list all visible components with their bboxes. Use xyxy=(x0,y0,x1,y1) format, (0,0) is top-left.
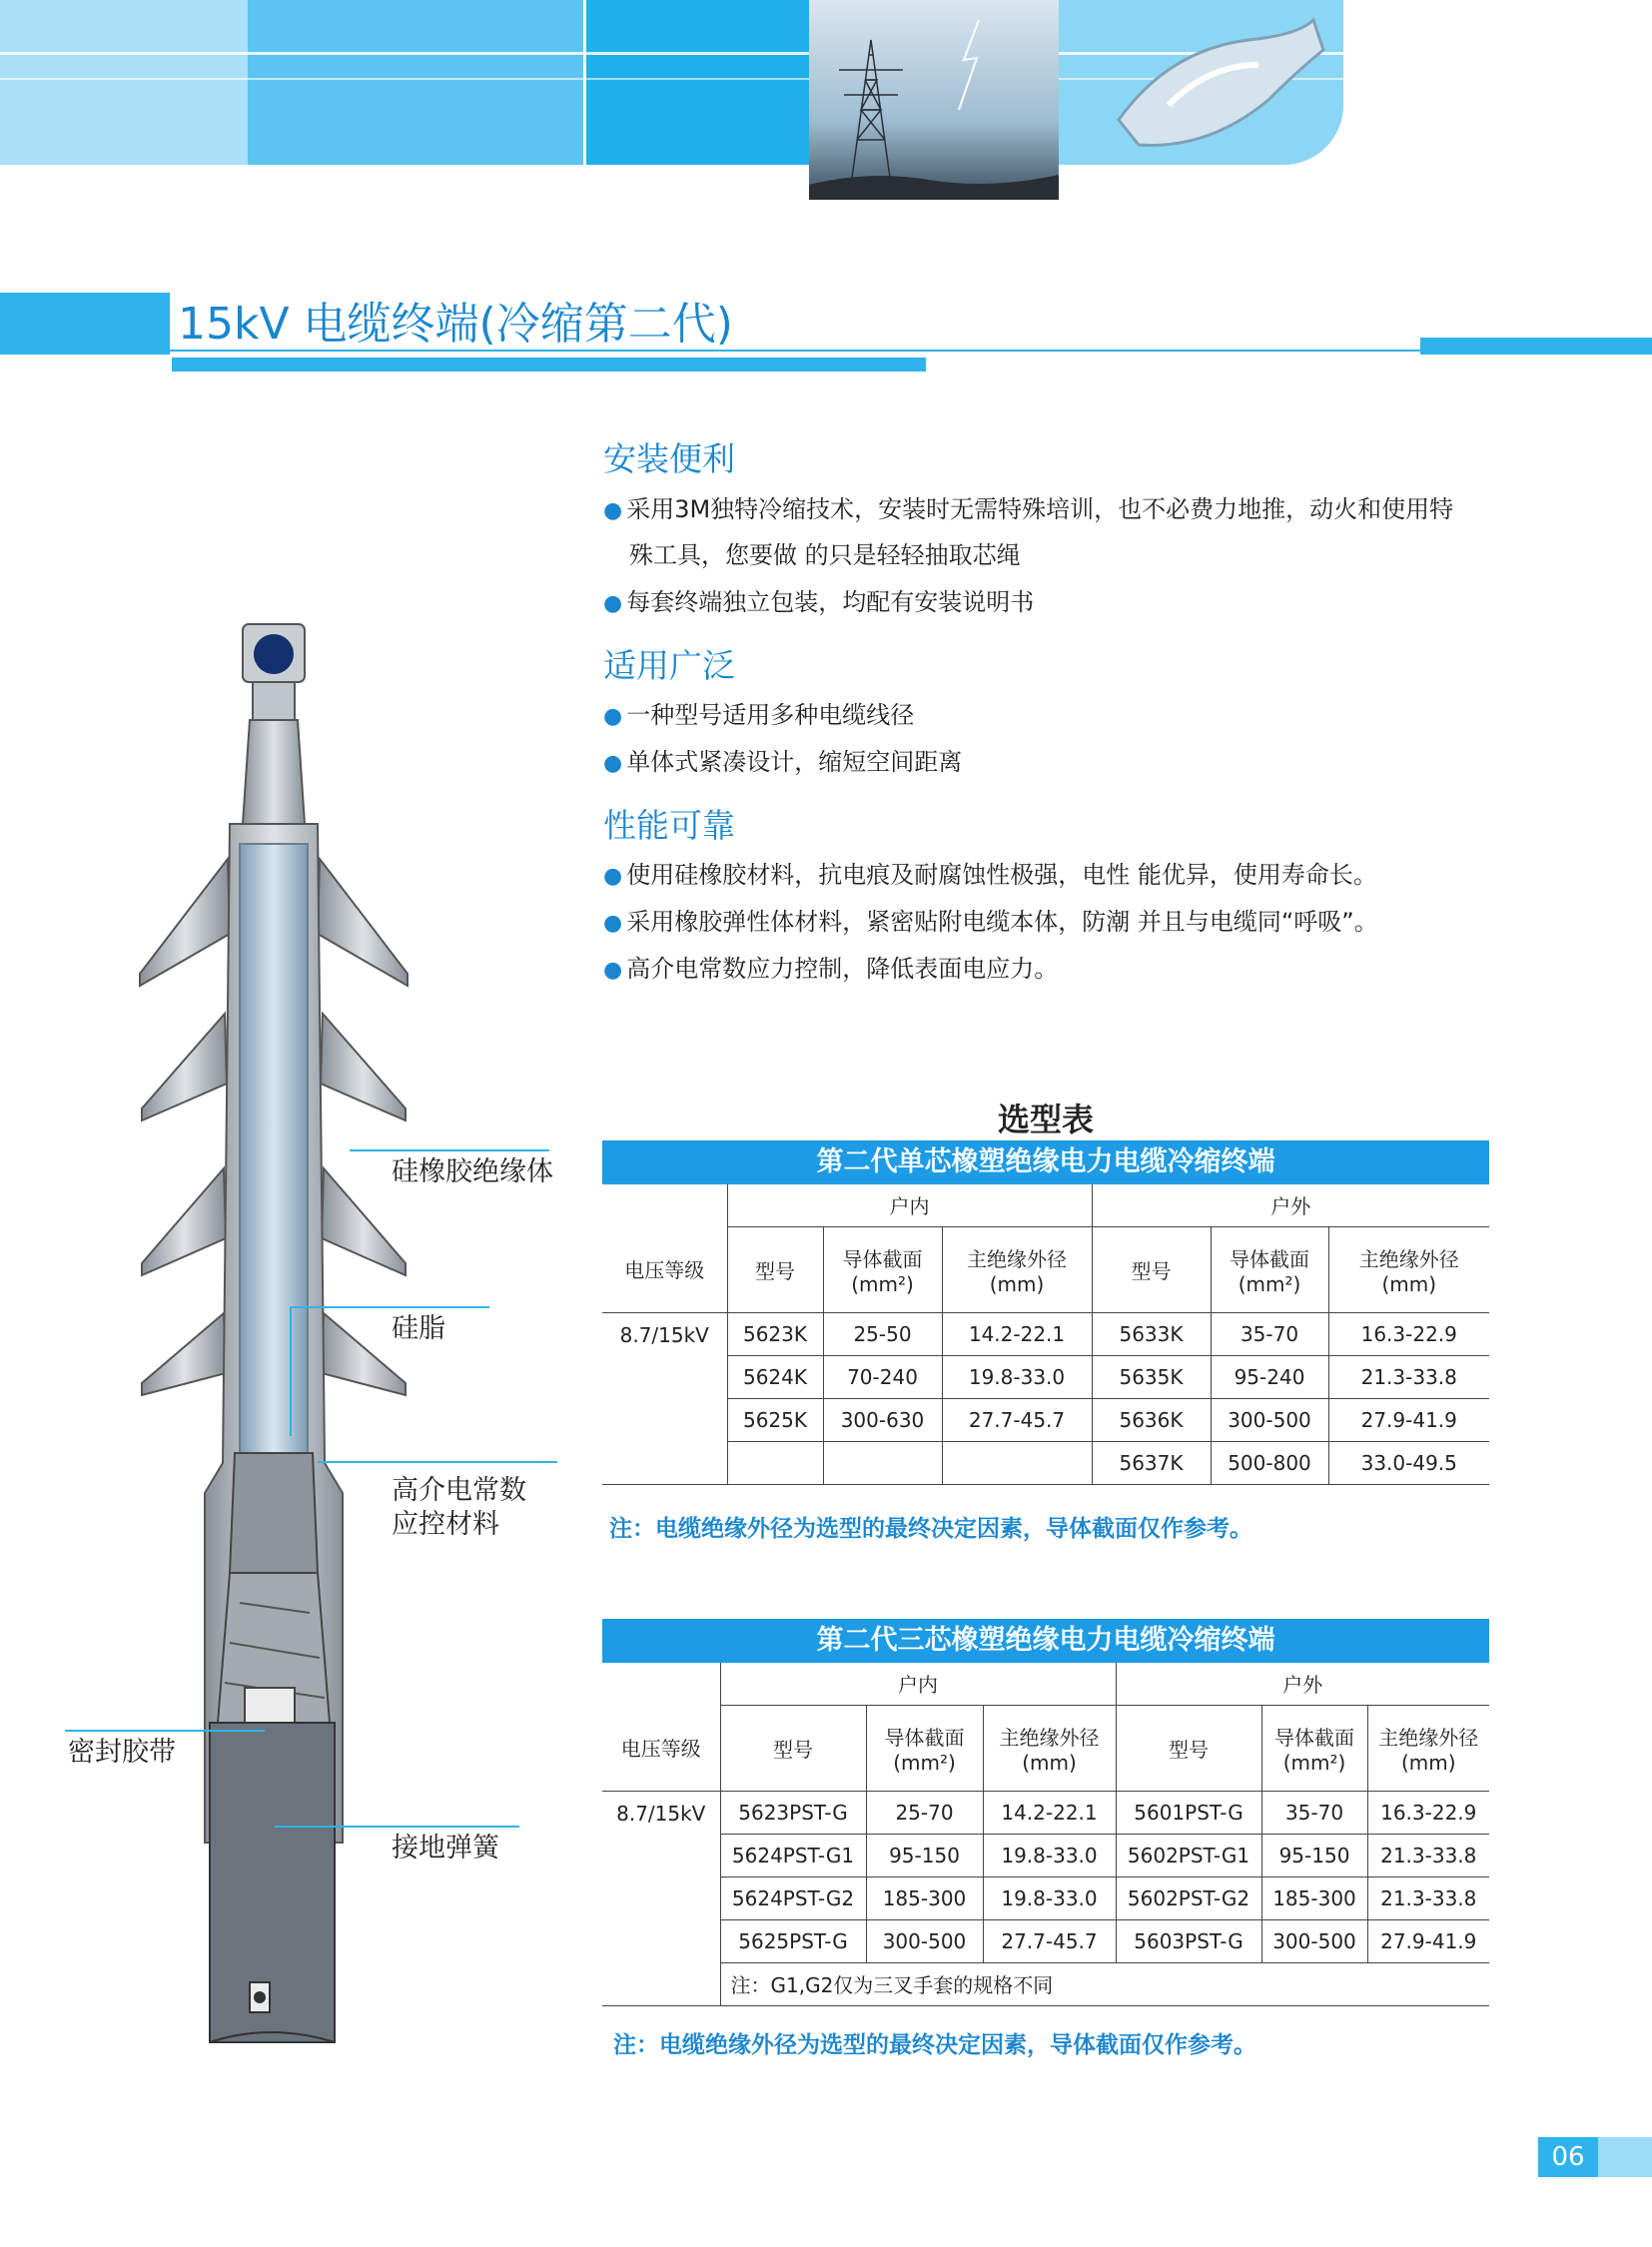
col-od: 主绝缘外径 (mm) xyxy=(1328,1226,1489,1312)
title-underline xyxy=(172,358,926,372)
cell: 5633K xyxy=(1092,1312,1211,1355)
cell: 27.9-41.9 xyxy=(1367,1919,1489,1962)
cell: 35-70 xyxy=(1211,1312,1328,1355)
cell: 5637K xyxy=(1092,1441,1211,1484)
label-stress-material: 高介电常数 xyxy=(392,1475,526,1506)
col-od: 主绝缘外径 (mm) xyxy=(942,1226,1092,1312)
page-number-accent xyxy=(1598,2137,1652,2177)
cell: 35-70 xyxy=(1261,1791,1367,1834)
feature-bullet: ● 每套终端独立包装，均配有安装说明书 xyxy=(603,588,1035,616)
feature-bullet-continuation: 殊工具，您要做 的只是轻轻抽取芯绳 xyxy=(629,541,1021,569)
cell: 21.3-33.8 xyxy=(1367,1834,1489,1876)
cell: 16.3-22.9 xyxy=(1367,1791,1489,1834)
leader-line xyxy=(290,1306,489,1308)
cell: 5624PST-G1 xyxy=(720,1834,866,1876)
page-number: 06 xyxy=(1551,2142,1585,2172)
label-sealing-tape: 密封胶带 xyxy=(68,1737,176,1768)
table2-note: 注：电缆绝缘外径为选型的最终决定因素，导体截面仅作参考。 xyxy=(613,2032,1256,2058)
selection-table-three-core xyxy=(602,1663,1489,2006)
cell: 19.8-33.0 xyxy=(983,1834,1116,1876)
table1-caption: 第二代单芯橡塑绝缘电力电缆冷缩终端 xyxy=(602,1140,1489,1184)
label-stress-material: 应控材料 xyxy=(392,1509,499,1540)
cell: 21.3-33.8 xyxy=(1328,1355,1489,1398)
col-model: 型号 xyxy=(720,1705,866,1791)
group-outdoor: 户外 xyxy=(1092,1184,1489,1226)
page-title: 15kV 电缆终端(冷缩第二代) xyxy=(178,299,733,350)
cell xyxy=(942,1441,1092,1484)
feature-bullet: ● 采用3M独特冷缩技术，安装时无需特殊培训，也不必费力地推，动火和使用特 xyxy=(603,495,1454,523)
cell: 5625K xyxy=(727,1398,823,1441)
cell: 5603PST-G xyxy=(1116,1919,1261,1962)
cell: 95-150 xyxy=(1261,1834,1367,1876)
leader-line xyxy=(290,1306,292,1436)
cell: 5623PST-G xyxy=(720,1791,866,1834)
transmission-tower-photo xyxy=(809,0,1059,200)
label-silicone-grease: 硅脂 xyxy=(392,1313,445,1344)
table-row xyxy=(602,1919,1489,1962)
col-section: 导体截面 (mm²) xyxy=(1261,1705,1367,1791)
cell: 300-500 xyxy=(1211,1398,1328,1441)
col-od: 主绝缘外径 (mm) xyxy=(983,1705,1116,1791)
table1-note: 注：电缆绝缘外径为选型的最终决定因素，导体截面仅作参考。 xyxy=(609,1516,1252,1542)
cell: 27.7-45.7 xyxy=(942,1398,1092,1441)
cell: 300-630 xyxy=(823,1398,942,1441)
table-row xyxy=(602,1834,1489,1876)
col-section: 导体截面 (mm²) xyxy=(1211,1226,1328,1312)
col-section: 导体截面 (mm²) xyxy=(866,1705,983,1791)
table2-caption: 第二代三芯橡塑绝缘电力电缆冷缩终端 xyxy=(602,1619,1489,1663)
col-voltage: 电压等级 xyxy=(602,1705,720,1791)
col-od: 主绝缘外径 (mm) xyxy=(1367,1705,1489,1791)
voltage-cell: 8.7/15kV xyxy=(602,1312,727,1484)
cell: 95-150 xyxy=(866,1834,983,1876)
cell: 5601PST-G xyxy=(1116,1791,1261,1834)
cell: 5602PST-G1 xyxy=(1116,1834,1261,1876)
cell: 185-300 xyxy=(1261,1876,1367,1919)
cell: 21.3-33.8 xyxy=(1367,1876,1489,1919)
cell: 33.0-49.5 xyxy=(1328,1441,1489,1484)
cell: 14.2-22.1 xyxy=(983,1791,1116,1834)
table-row xyxy=(602,1876,1489,1919)
table-row xyxy=(602,1312,1489,1355)
cell: 5635K xyxy=(1092,1355,1211,1398)
cell: 16.3-22.9 xyxy=(1328,1312,1489,1355)
col-model: 型号 xyxy=(727,1226,823,1312)
leader-line xyxy=(65,1730,265,1732)
cell: 25-70 xyxy=(866,1791,983,1834)
selection-table-heading: 选型表 xyxy=(997,1101,1094,1138)
cell: 27.9-41.9 xyxy=(1328,1398,1489,1441)
cell: 5623K xyxy=(727,1312,823,1355)
cell: 70-240 xyxy=(823,1355,942,1398)
cell: 95-240 xyxy=(1211,1355,1328,1398)
termination-product-photo xyxy=(1099,10,1328,160)
col-section: 导体截面 (mm²) xyxy=(823,1226,942,1312)
section-heading-applicability: 适用广泛 xyxy=(603,646,735,685)
leader-line xyxy=(275,1826,519,1828)
cell: 19.8-33.0 xyxy=(942,1355,1092,1398)
label-ground-spring: 接地弹簧 xyxy=(392,1833,499,1864)
cell: 5636K xyxy=(1092,1398,1211,1441)
title-accent-left xyxy=(0,293,170,355)
label-silicone-insulator: 硅橡胶绝缘体 xyxy=(392,1156,553,1187)
cell: 5625PST-G xyxy=(720,1919,866,1962)
table2-inner-note: 注：G1,G2仅为三叉手套的规格不同 xyxy=(720,1962,1489,2005)
table-row xyxy=(602,1355,1489,1398)
section-heading-installation: 安装便利 xyxy=(603,439,735,478)
group-indoor: 户内 xyxy=(720,1663,1116,1705)
feature-bullet: ● 高介电常数应力控制，降低表面电应力。 xyxy=(603,955,1059,983)
feature-bullet: ● 采用橡胶弹性体材料，紧密贴附电缆本体，防潮 并且与电缆同“呼吸”。 xyxy=(603,908,1378,936)
cell: 185-300 xyxy=(866,1876,983,1919)
cable-termination-illustration xyxy=(130,614,429,2062)
feature-bullet: ● 使用硅橡胶材料，抗电痕及耐腐蚀性极强，电性 能优异，使用寿命长。 xyxy=(603,861,1377,889)
table-row xyxy=(602,1791,1489,1834)
cell: 25-50 xyxy=(823,1312,942,1355)
title-accent-right xyxy=(1420,338,1652,355)
cell: 500-800 xyxy=(1211,1441,1328,1484)
cell: 5624PST-G2 xyxy=(720,1876,866,1919)
cell: 5624K xyxy=(727,1355,823,1398)
col-model: 型号 xyxy=(1116,1705,1261,1791)
cell: 300-500 xyxy=(866,1919,983,1962)
col-voltage: 电压等级 xyxy=(602,1226,727,1312)
col-model: 型号 xyxy=(1092,1226,1211,1312)
leader-line xyxy=(318,1461,557,1463)
table-row xyxy=(602,1962,1489,2005)
leader-line xyxy=(350,1149,549,1151)
table-row xyxy=(602,1441,1489,1484)
cell: 5602PST-G2 xyxy=(1116,1876,1261,1919)
feature-bullet: ● 单体式紧凑设计，缩短空间距离 xyxy=(603,748,963,776)
section-heading-reliability: 性能可靠 xyxy=(603,806,735,845)
cell xyxy=(823,1441,942,1484)
table-row xyxy=(602,1398,1489,1441)
cell: 300-500 xyxy=(1261,1919,1367,1962)
selection-table-single-core xyxy=(602,1184,1489,1485)
cell: 14.2-22.1 xyxy=(942,1312,1092,1355)
group-outdoor: 户外 xyxy=(1116,1663,1489,1705)
voltage-cell: 8.7/15kV xyxy=(602,1791,720,2005)
cell: 27.7-45.7 xyxy=(983,1919,1116,1962)
cell xyxy=(727,1441,823,1484)
feature-bullet: ● 一种型号适用多种电缆线径 xyxy=(603,701,915,729)
group-indoor: 户内 xyxy=(727,1184,1092,1226)
cell: 19.8-33.0 xyxy=(983,1876,1116,1919)
